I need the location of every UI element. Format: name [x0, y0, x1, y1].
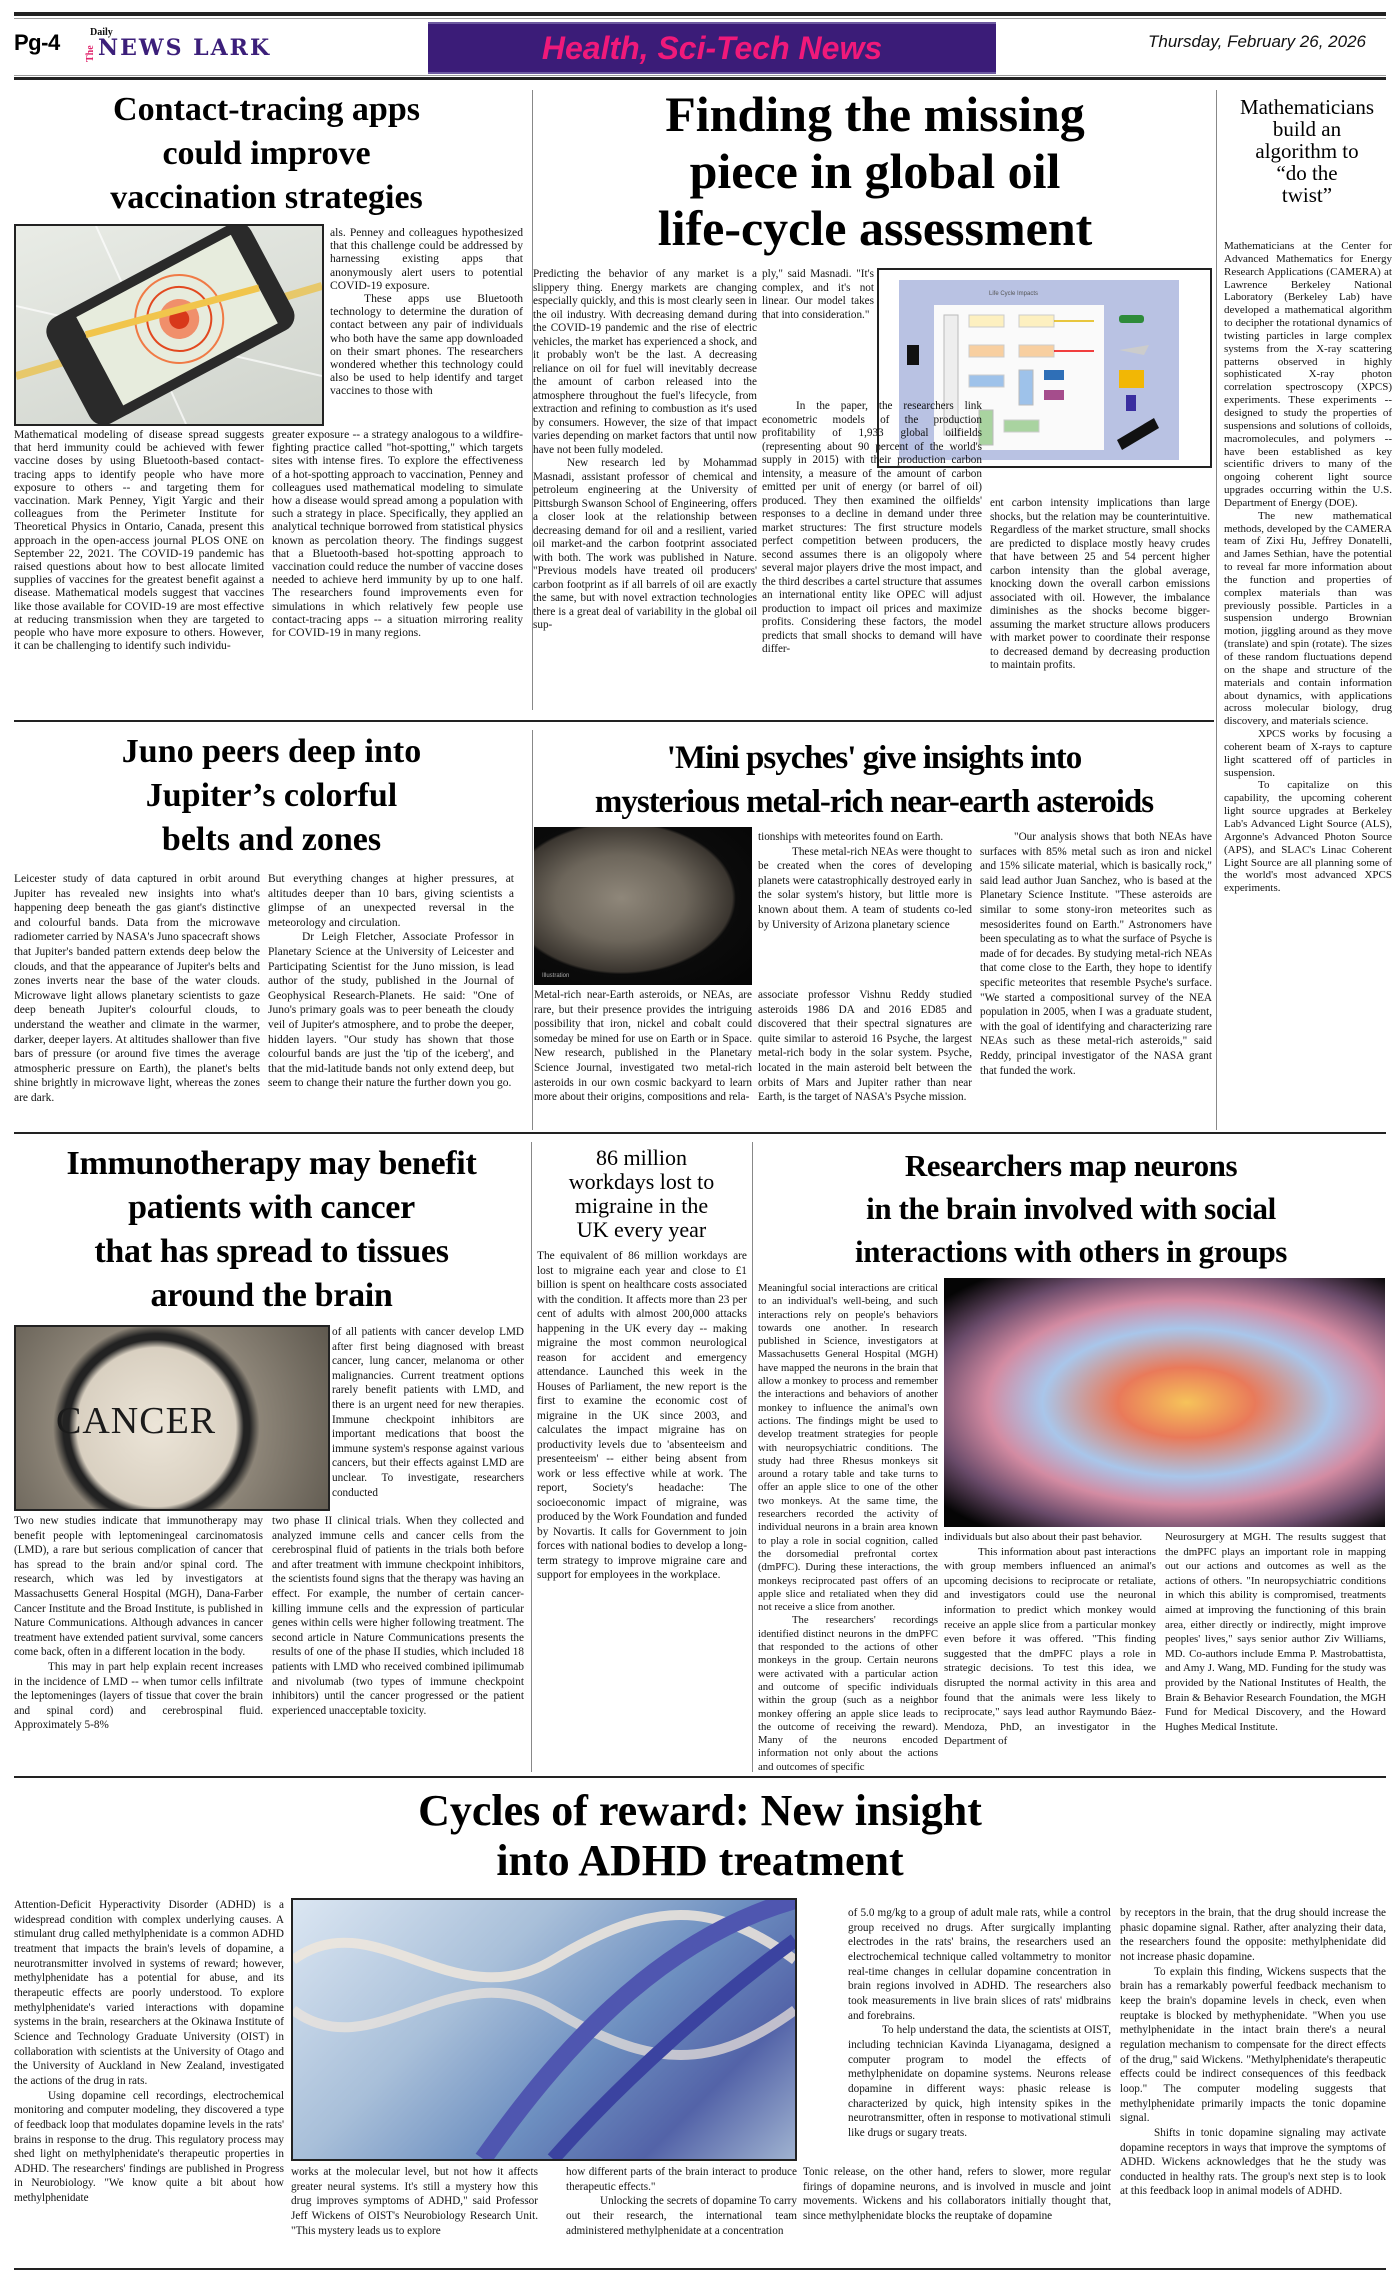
paragraph: Mathematicians at the Center for Advanced Mathematics for Energy Research Applications (CAMERA) at Lawrence Berkeley National Laboratory (Berkeley Lab) have developed a mathematical algorithm to decipher the rotational dynamics of twisting particles in large complex systems from the X-ray scattering patterns observed in highly sophisticated X-ray photon correlation spectroscopy (XPCS) experiments. These experiments -- designed to study the properties of suspensions and solutions of colloids, macromolecules, and polymers -- have been established as key scientific drivers to many of the ongoing coherent light source upgrades occurring within the U.S. Department of Energy (DOE). — [1224, 240, 1392, 509]
article-column — [1165, 1530, 1386, 1774]
issue-date: Thursday, February 26, 2026 — [1148, 32, 1366, 51]
section-rule — [14, 1776, 1386, 1778]
paragraph: Neurosurgery at MGH. The results suggest that the dmPFC plays an important role in mapping out our actions and outcomes as well as the actions of others. "In neuropsychiatric conditions in which this ability is compromised, treatments aimed at improving the functioning of this brain area, either directly or indirectly, might improve peoples' lives," says senior author Ziv Williams, MD. Co-authors include Emma P. Mastrobattista, and Amy J. Wang, MD. Funding for the study was provided by the National Institutes of Health, the Brain & Behavior Research Foundation, the MGH Fund for Medical Discovery, and the Howard Hughes Medical Institute. — [1165, 1531, 1386, 1733]
paragraph: Two new studies indicate that immunotherapy may benefit people with leptomeningeal carcinomatosis (LMD), a rare but serious complication of cancer that has spread to the brain and/or spinal cord. The research, which was led by investigators at Massachusetts General Hospital (MGH), Dana-Farber Cancer Institute and the Broad Institute, is published in Nature Communications. Although advances in cancer treatment have extended patient survival, some cancers come back, often in a different location in the body. — [14, 1515, 263, 1659]
paragraph: These metal-rich NEAs were thought to be created when the cores of developing planets were catastrophically destroyed early in the solar system's history, but little more is known about them. A team of students co-led by University of Arizona planetary science — [758, 845, 972, 931]
headline — [14, 1786, 1386, 1886]
image-text: CANCER — [56, 1400, 217, 1442]
paragraph: Using dopamine cell recordings, electrochemical monitoring and computer modeling, they discovered a type of feedback loop that modulates dopamine levels in the rats' brains in response to the drug. This regulatory process may shed light on methylphenidate's therapeutic properties in ADHD. The researchers' findings are published in Progress in Neurobiology. "We know quite a bit about how methylphenidate — [14, 2089, 284, 2205]
paragraph: To capitalize on this capability, the upcoming coherent light source upgrades at Berkeley Lab's Advanced Light Source (ALS), Argonne's Advanced Photon Source (APS), and SLAC's Linac Coherent Light Source are all planning some of the world's most advanced XPCS experiments. — [1224, 779, 1392, 895]
headline — [545, 86, 1205, 257]
headline — [1222, 96, 1392, 206]
headline-line: Immunotherapy may benefit — [66, 1145, 477, 1182]
paragraph: In the paper, the researchers link econometric models of the production profitability of 1,933 global oilfields (representing about 90 percent of the world's supply in 2015) with their production carbon intensity, a measure of the amount of carbon emitted per unit of energy (or barrel of oil) produced. They then examined the oilfields' responses to a decline in demand under three market structures: The first structure models perfect competition between producers, the second assumes there is an oligopoly where several major players drive the most impact, and the third describes a cartel structure that assumes an international entity like OPEC will adjust production to impact oil prices and maximize profits. Considering these factors, the model predicts that small shocks to demand will have differ- — [762, 400, 982, 655]
paragraph: Unlocking the secrets of dopamine To carry out their research, the international team administered methylphenidate at a concentration — [566, 2195, 797, 2237]
paragraph: ply," said Masnadi. "It's complex, and it's not linear. Our model takes that into consideration." — [762, 268, 874, 321]
headline-line: belts and zones — [161, 821, 382, 858]
article-column — [762, 400, 982, 713]
article-column — [762, 268, 874, 400]
article-column — [14, 1898, 284, 2266]
article-column — [758, 988, 972, 1123]
article-column — [272, 1514, 524, 1770]
paragraph: These apps use Bluetooth technology to determine the duration of contact between any pair of individuals who both have the same app downloaded on their smart phones. The researchers wondered whether this technology could also be used to help identify and target vaccines to those with — [330, 292, 523, 398]
headline-line: “do the — [1276, 161, 1338, 185]
headline-line: Mathematicians — [1239, 95, 1375, 119]
headline-line: Finding the missing — [665, 86, 1085, 142]
headline-line: migraine in the — [574, 1193, 709, 1218]
article-column — [14, 1514, 263, 1770]
paragraph: Shifts in tonic dopamine signaling may activate dopamine receptors in ways that improve the symptoms of ADHD. Wickens acknowledges that he the study was conducted in healthy rats. The group's next step is to look at this feedback loop in animal models of ADHD. — [1120, 2126, 1386, 2198]
dna-helix-image — [291, 1898, 797, 2161]
paragraph: The equivalent of 86 million workdays are lost to migraine each year and close to £1 billion is spent on healthcare costs associated with the condition. It affects more than 23 per cent of adults with almost 200,000 attacks happening in the UK every day -- making migraine the most common neurological reason for accident and emergency attendance. Launched this week in the Houses of Parliament, the new report is the first to examine the economic cost of migraine in the UK since 2003, and calculates the impact migraine has on productivity levels due to 'absenteeism and presenteeism' -- either being absent from work or less effective while at work. The report, Society's headache: The socioeconomic impact of migraine, was produced by the Work Foundation and funded by Novartis. It calls for Government to join forces with national bodies to develop a long-term strategy to improve migraine care and support for employees in the workplace. — [537, 1250, 747, 1581]
headline-line: around the brain — [150, 1277, 393, 1314]
headline-line: into ADHD treatment — [496, 1836, 904, 1885]
headline-line: that has spread to tissues — [94, 1233, 449, 1270]
headline-line: 86 million — [595, 1145, 688, 1170]
paragraph: Leicester study of data captured in orbit around Jupiter has revealed new insights into what's happening deep beneath the gas giant's distinctive and colourful bands. Data from the microwave radiometer carried by NASA's Juno spacecraft shows that Jupiter's banded pattern extends deep below the clouds, and that the appearance of Jupiter's belts and zones inverts near the base of the water clouds. Microwave light allows planetary scientists to gaze deep beneath Jupiter's colourful clouds, to understand the weather and climate in the warmer, darker, deeper layers. At altitudes shallower than five bars of pressure (or around five times the average atmospheric pressure on Earth), the planet's belts shine brightly in microwave light, whereas the zones are dark. — [14, 873, 260, 1104]
top-rule — [14, 12, 1386, 16]
paragraph: ent carbon intensity implications than large shocks, but the relation may be counterintuitive. Regardless of the market structure, small shocks are predicted to displace mostly heavy crudes that have between 25 and 54 percent higher carbon intensity than the global average, knocking down the overall carbon emissions associated with oil. However, the imbalance diminishes as the shocks become bigger-assuming the market structure allows producers with market power to coordinate their response to decreased demand by decreasing production to maintain profits. — [990, 497, 1210, 671]
paragraph: individuals but also about their past behavior. — [944, 1531, 1143, 1543]
paragraph: greater exposure -- a strategy analogous to a wildfire-fighting practice called "hot-spotting," which targets sites with intense fires. To explore the effectiveness of a hot-spotting approach to vaccination, Penney and colleagues used mathematical modeling to simulate how a disease would spread among a population with such a strategy in place. Specifically, they applied an analytical technique borrowed from statistical physics known as percolation theory. The findings suggest that a Bluetooth-based hot-spotting approach to vaccination could reduce the number of vaccine doses needed to achieve herd immunity by up to one half. The researchers found improvements even for simulations in which relatively few people use contact-tracing apps -- a situation mirroring reality for COVID-19 in many regions. — [272, 428, 523, 640]
headline-line: 'Mini psyches' give insights into — [666, 740, 1082, 776]
headline-line: UK every year — [576, 1217, 707, 1242]
paragraph: The new mathematical methods, developed by the CAMERA team of Zixi Hu, Jeffrey Donatelli, and James Sethian, have the potential to reveal far more information about the function and properties of complex materials than was previously possible. Particles in a suspension undergo Brownian motion, jiggling around as they move (translate) and spin (rotate). The sizes of these random fluctuations depend on the shape and structure of the materials and contain information about dynamics, with applications across molecular biology, drug discovery, and materials science. — [1224, 509, 1392, 728]
image-caption: Illustration — [542, 973, 570, 979]
headline-line: algorithm to — [1255, 139, 1359, 163]
section-banner — [428, 22, 996, 74]
article-column — [14, 428, 264, 708]
column-divider — [531, 1142, 532, 1772]
headline — [534, 736, 1214, 824]
article-column — [533, 268, 757, 713]
article-column — [1120, 1906, 1386, 2266]
headline-line: in the brain involved with social — [866, 1191, 1276, 1226]
article-column — [332, 1325, 524, 1515]
paragraph: Dr Leigh Fletcher, Associate Professor in Planetary Science at the University of Leicester and Participating Scientist for the Juno mission, is lead author of the study, published in the Journal of Geophysical Research-Planets. He said: "One of Juno's primary goals was to peer beneath the cloudy veil of Jupiter's atmosphere, and to probe the deeper, hidden layers. "Our study has shown that those colourful bands are just the 'tip of the iceberg', and that the mid-latitude bands not only extend deep, but seem to change their nature the further down you go. — [268, 931, 514, 1090]
cancer-magnifier-image — [14, 1325, 330, 1511]
headline-line: twist” — [1281, 183, 1333, 207]
bottom-rule-thin — [14, 75, 1386, 76]
masthead — [0, 0, 1400, 80]
logo-daily: Daily — [90, 27, 113, 38]
paragraph: This may in part help explain recent increases in the incidence of LMD -- when tumor cells infiltrate the leptomeninges (layers of tissue that cover the brain and spinal cord) and cerebrospinal fluid. Approximately 5-8% — [14, 1660, 263, 1732]
article-column — [268, 872, 514, 1122]
article-column — [566, 2165, 797, 2266]
paragraph: two phase II clinical trials. When they collected and analyzed immune cells and cancer cells from the cerebrospinal fluid of patients in the trials both before and after treatment with immune checkpoint inhibitors, the scientists found signs that the therapy was having an effect. For example, the number of certain cancer-killing immune cells and the expression of particular genes within cells were higher following treatment. The second article in Nature Communications presents the results of one of the phase II studies, which included 18 patients with LMD who received combined ipilimumab and nivolumab (two types of immune checkpoint inhibitors) until the cancer progressed or the patient experienced unacceptable toxicity. — [272, 1515, 524, 1717]
article-column — [1224, 240, 1392, 1130]
smartphone-illustration — [16, 226, 322, 424]
paragraph: works at the molecular level, but not how it affects greater neural systems. It's still a mystery how this drug improves symptoms of ADHD," said Professor Jeff Wickens of OIST's Neurobiology Research Unit. "This mystery leads us to explore — [291, 2166, 538, 2237]
paragraph: tionships with meteorites found on Earth. — [758, 831, 944, 843]
paragraph: of all patients with cancer develop LMD after first being diagnosed with breast cancer, lung cancer, melanoma or other malignancies. Current treatment options rarely benefit patients with LMD, and there is an urgent need for new therapies. Immune checkpoint inhibitors are important medications that boost the immune system's response against various cancers, but their effects against LMD are unclear. To investigate, researchers conducted — [332, 1326, 524, 1499]
headline-line: piece in global oil — [689, 143, 1061, 199]
paragraph: Tonic release, on the other hand, refers to slower, more regular firings of dopamine neurons, and is involved in muscle and joint movements. Wickens and his collaborators initially thought that, since methylphenidate blocks the reuptake of dopamine — [803, 2166, 1111, 2222]
paragraph: To help understand the data, the scientists at OIST, including technician Kavinda Liyanagama, designed a computer program to model the effects of methylphenidate on dopamine systems. Neurons release dopamine in different ways: phasic release is characterized by quick, high intensity spikes in the neurotransmitter, often in response to motivational stimuli like drugs or sugary treats. — [848, 2024, 1111, 2139]
paragraph: But everything changes at higher pressures, at altitudes deeper than 10 bars, giving scientists a glimpse of an unexpected reversal in the meteorology and circulation. — [268, 873, 514, 929]
diagram-label: Life Cycle Impacts — [989, 291, 1039, 297]
column-divider — [532, 730, 533, 1130]
page-number: Pg-4 — [14, 30, 60, 55]
paragraph: how different parts of the brain interact to produce therapeutic effects." — [566, 2166, 797, 2193]
paragraph: Predicting the behavior of any market is a slippery thing. Energy markets are changing especially quickly, and this is most clearly seen in the oil industry. With decreasing demand during the COVID-19 pandemic and the rise of electric vehicles, the market has experienced a shock, and it probably won't be the last. A decreasing reliance on oil for fuel will inevitably decrease the amount of carbon released into the atmosphere throughout the fuel's lifecycle, from extraction and refining to combustion as it's used by consumers. However, the size of that impact varies depending on market factors that until now have not been fully modeled. — [533, 268, 757, 456]
section-rule — [14, 1132, 1386, 1134]
asteroid-image — [534, 827, 752, 985]
paragraph: associate professor Vishnu Reddy studied asteroids 1986 DA and 2016 ED85 and discovered that their spectral signatures are quite similar to asteroid 16 Psyche, the largest metal-rich body in the solar system. Psyche, located in the main asteroid belt between the orbits of Mars and Jupiter rather than near Earth, is the target of NASA's Psyche mission. — [758, 989, 972, 1104]
headline-line: could improve — [162, 135, 371, 172]
headline — [14, 1142, 529, 1318]
headline-line: vaccination strategies — [110, 179, 423, 216]
headline-line: interactions with others in groups — [855, 1234, 1287, 1269]
footer-rule — [14, 2268, 1386, 2270]
paragraph: To explain this finding, Wickens suspects that the brain has a remarkably powerful feedback mechanism to keep the brain's dopamine levels in check, even when reuptake is blocked by methyphenidate. "When you use methylphenidate in the intact brain there's a neural regulation mechanism to compensate for the direct effects of the drug," said Wickens. "Methylphenidate's therapeutic effects could be indirect consequences of this feedback loop." The computer modeling suggests that methylphenidate primarily impacts the tonic dopamine signal. — [1120, 1965, 1386, 2125]
article-column — [291, 2165, 538, 2266]
logo-newspaper-name: NEWS LARK — [98, 35, 272, 61]
paragraph: XPCS works by focusing a coherent beam of X-rays to capture light scattered off of particles in suspension. — [1224, 728, 1392, 779]
paragraph: of 5.0 mg/kg to a group of adult male rats, while a control group received no drugs. After surgically implanting electrodes in the rats' brains, the researchers used an electrochemical technique called voltammetry to monitor real-time changes in cellular dopamine concentration in brain regions involved in ADHD. The researchers also took measurements in live brain slices of rats' midbrains and forebrains. — [848, 1907, 1111, 2022]
paragraph: Attention-Deficit Hyperactivity Disorder (ADHD) is a widespread condition with complex underlying causes. A stimulant drug called methylphenidate is a common ADHD treatment that impacts the brain's levels of dopamine, a neurotransmitter involved in systems of reward; however, methylphenidate has a potential for abuse, and its therapeutic effects are poorly understood. To explore methylphenidate's varied interactions with dopamine systems in the brain, researchers at the Okinawa Institute of Science and Technology Graduate University (OIST) in collaboration with scientists at the University of Otago and the University of Auckland in New Zealand, investigated the actions of the drug in rats. — [14, 1899, 284, 2087]
article-column — [980, 830, 1212, 1125]
article-column — [537, 1249, 747, 1774]
headline-line: mysterious metal-rich near-earth asteroids — [594, 784, 1154, 820]
article-column — [803, 2165, 1111, 2266]
headline-line: Juno peers deep into — [121, 733, 422, 770]
paragraph: by receptors in the brain, that the drug should increase the phasic dopamine signal. Rather, after analyzing their data, the researchers found the opposite: methylphenidate did not increase phasic dopamine. — [1120, 1907, 1386, 1963]
brain-neurons-image — [944, 1278, 1385, 1527]
article-column — [534, 988, 752, 1123]
headline — [14, 88, 519, 220]
logo-the: The — [85, 45, 96, 62]
bottom-rule — [14, 77, 1386, 80]
section-title: Health, Sci-Tech News — [541, 29, 883, 66]
top-rule-thin — [14, 18, 1386, 19]
article-column — [14, 872, 260, 1122]
headline-line: Researchers map neurons — [904, 1148, 1238, 1183]
article-column — [758, 1282, 938, 1774]
headline-line: build an — [1272, 117, 1342, 141]
headline — [756, 1144, 1386, 1273]
paragraph: Metal-rich near-Earth asteroids, or NEAs, are rare, but their presence provides the intriguing possibility that iron, nickel and cobalt could someday be mined for use on Earth or in Space. New research, published in the Planetary Science Journal, investigated two metal-rich asteroids in our own cosmic backyard to learn more about their origins, compositions and rela- — [534, 989, 752, 1104]
article-column — [990, 497, 1210, 713]
paragraph: Mathematical modeling of disease spread suggests that herd immunity could be achieved with fewer vaccine doses by using Bluetooth-based contact-tracing apps to identify people who have more exposure to others -- and targeting them for vaccination. Mark Penney, Yigit Yargic and their colleagues from the Perimeter Institute for Theoretical Physics in Ontario, Canada, present this approach in the open-access journal PLOS ONE on September 22, 2021. The COVID-19 pandemic has raised questions about how to best allocate limited supplies of vaccines for the greatest benefit against a disease. Mathematical models suggest that vaccines like those available for COVID-19 are most effective at reducing transmission when they are targeted to people who have more exposure to others. However, it can be challenging to identify such individu- — [14, 428, 264, 653]
article-column — [848, 1906, 1111, 2164]
article-column — [758, 830, 972, 986]
headline-line: workdays lost to — [568, 1169, 715, 1194]
paragraph: The researchers' recordings identified distinct neurons in the dmPFC that responded to the actions of other monkeys in the group. Certain neurons were activated with a particular action and outcome of specific individuals within the group (such as a neighbor monkey offering an apple slice leads to the outcome of receiving the reward). Many of the neurons encoded information not only about the actions and outcomes of specific — [758, 1614, 938, 1773]
paragraph: "Our analysis shows that both NEAs have surfaces with 85% metal such as iron and nickel and 15% silicate material, which is basically rock," said lead author Juan Sanchez, who is based at the Planetary Science Institute. "These asteroids are similar to some stony-iron meteorites such as mesosiderites found on Earth." Astronomers have been speculating as to what the surface of Psyche is made of for decades. By studying metal-rich NEAs that come close to the Earth, they hope to identify specific meteorites that resemble Psyche's surface. "We started a compositional survey of the NEA population in 2005, when I was a graduate student, with the goal of identifying and characterizing rare NEAs such as these metal-rich asteroids," said Reddy, principal investigator of the NASA grant that funded the work. — [980, 831, 1212, 1077]
article-column — [272, 428, 523, 708]
headline-line: life-cycle assessment — [657, 200, 1093, 256]
headline-line: Cycles of reward: New insight — [418, 1786, 982, 1835]
paragraph: New research led by Mohammad Masnadi, assistant professor of chemical and petroleum engineering at the University of Pittsburgh Swanson School of Engineering, offers a closer look at the relationship between decreasing demand for oil and a resilient, varied oil market-and the carbon footprint associated with both. The work was published in Nature. "Previous models have treated oil producers' carbon footprint as if all barrels of oil are exactly the same, but with novel extraction technologies there is a great deal of variability in the global oil sup- — [533, 457, 757, 631]
column-divider — [1216, 90, 1217, 1130]
headline-line: patients with cancer — [128, 1189, 415, 1226]
article-column — [330, 226, 523, 398]
headline — [535, 1146, 748, 1242]
paragraph: Meaningful social interactions are critical to an individual's well-being, and such interactions rely on people's behaviors towards one another. In research published in Science, investigators at Massachusetts General Hospital (MGH) have mapped the neurons in the brain that allow a monkey to process and remember the interactions and behaviors of another monkey to influence the animal's own actions. The findings might be used to develop treatment strategies for people with neuropsychiatric conditions. The study had three Rhesus monkeys sit around a rotary table and take turns to offer an apple slice to one of the other two monkeys. At the same time, the researchers recorded the activity of individual neurons in a brain area known to play a role in social cognition, called the dorsomedial prefrontal cortex (dmPFC). During these interactions, the monkeys reciprocated past offers of an apple slice and retaliated when they did not receive a slice from another. — [758, 1282, 938, 1614]
headline — [14, 730, 529, 862]
headline-line: Contact-tracing apps — [113, 91, 420, 128]
headline-line: Jupiter’s colorful — [145, 777, 398, 814]
dna-illustration — [293, 1900, 795, 2159]
section-rule — [14, 720, 1214, 722]
phone-image — [14, 224, 324, 426]
paragraph: This information about past interactions with group members influenced an animal's upcoming decisions to reciprocate or retaliate, and investigators could use the neuronal information to predict which monkey would receive an apple slice from a particular monkey even before it was offered. "This finding suggested that the dmPFC plays a role in strategic decisions. To test this idea, we disrupted the normal activity in this area and found that the animals were less likely to reciprocate," says lead author Raymundo Báez-Mendoza, PhD, an investigator in the Department of — [944, 1545, 1156, 1748]
column-divider — [752, 1142, 753, 1772]
article-column — [944, 1530, 1156, 1774]
paragraph: als. Penney and colleagues hypothesized that this challenge could be addressed by harnessing existing apps that anonymously alert users to potential COVID-19 exposure. — [330, 226, 523, 292]
